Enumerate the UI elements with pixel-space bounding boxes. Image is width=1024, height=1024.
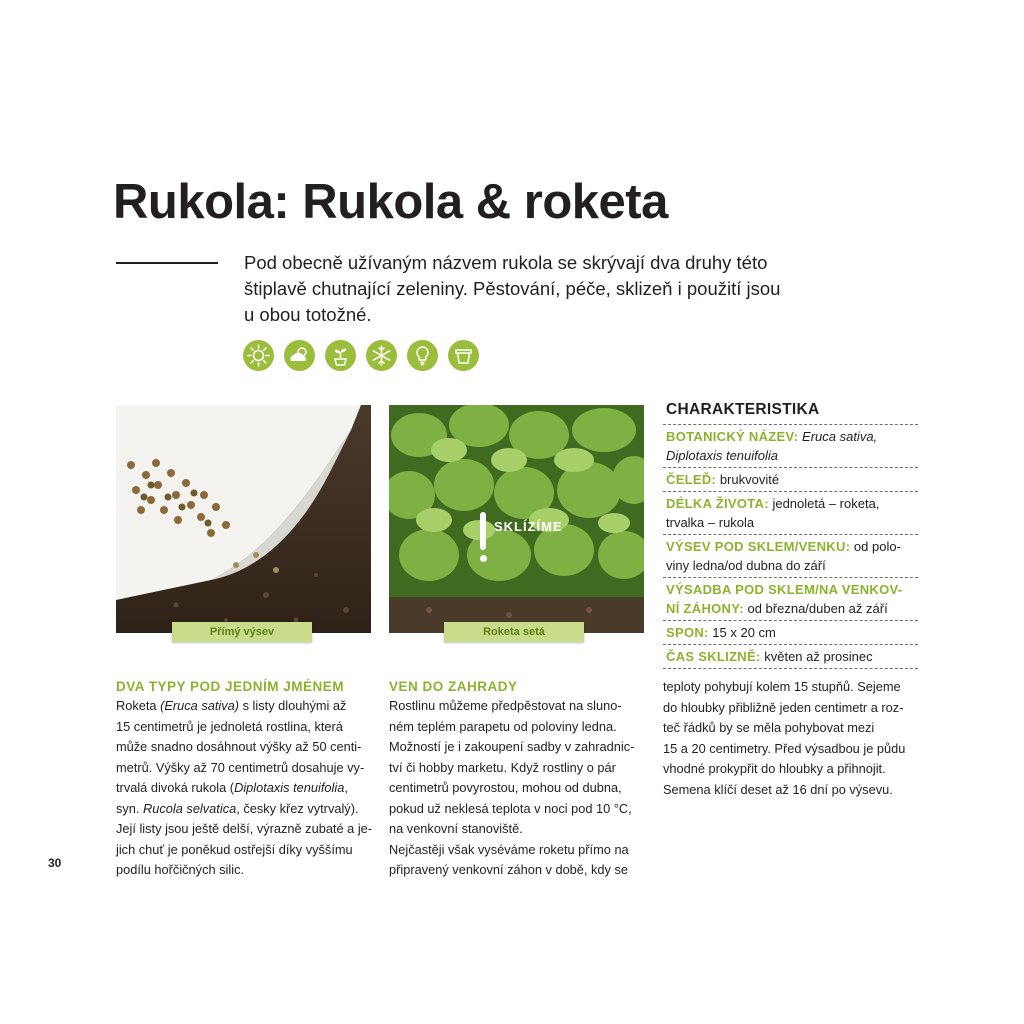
char-label: VÝSEV POD SKLEM/VENKU: [666, 539, 851, 554]
body-line: podílu hořčičných silic. [116, 862, 245, 877]
char-label: ČAS SKLIZNĚ: [666, 649, 761, 664]
body-line: syn. Rucola selvatica, česky křez vytrvalý). [116, 800, 359, 816]
char-value: viny ledna/od dubna do září [666, 558, 826, 573]
intro-line: u obou totožné. [244, 304, 372, 325]
lightbulb-icon [407, 340, 438, 371]
body-line: může snadno dosáhnout výšky až 50 centi- [116, 739, 362, 754]
char-label: BOTANICKÝ NÁZEV: [666, 429, 799, 444]
char-row [663, 424, 918, 467]
intro-line: štiplavě chutnající zeleniny. Pěstování, péče, sklizeň i použití jsou [244, 278, 781, 299]
char-value: jednoletá – roketa, [768, 496, 880, 511]
page-number: 30 [48, 856, 62, 870]
column-garden [389, 677, 649, 881]
char-row [663, 534, 918, 577]
char-value: brukvovité [716, 472, 780, 487]
body-line: vhodné prokypřit do hloubky a přihnojit. [663, 761, 886, 776]
photo-caption: Přímý výsev [172, 622, 312, 642]
sun-cloud-icon [284, 340, 315, 371]
section-heading: VEN DO ZAHRADY [389, 679, 518, 694]
body-line: do hloubky přibližně jeden centimetr a roz- [663, 699, 904, 715]
char-label: DÉLKA ŽIVOTA: [666, 496, 769, 511]
body-line: pokud už neklesá teplota v noci pod 10 °C, [389, 800, 632, 816]
char-value: od března/duben až září [743, 601, 888, 616]
body-line: teploty pohybují kolem 15 stupňů. Sejeme [663, 679, 901, 694]
body-line: Roketa (Eruca sativa) s listy dlouhými až [116, 698, 347, 713]
characteristics-box [663, 400, 918, 669]
char-row [663, 644, 918, 669]
char-value: od polo- [850, 539, 901, 554]
intro-text [244, 250, 804, 328]
char-label: SPON: [666, 625, 709, 640]
char-row [663, 467, 918, 491]
body-line: centimetrů povyrostou, mohou od dubna, [389, 780, 622, 795]
body-line: tví či hobby marketu. Když rostliny o pár [389, 759, 616, 775]
body-line: jich chuť je poněkud ostřejší díky vyššímu [116, 841, 353, 857]
body-line: Možností je i zakoupení sadby v zahradnic- [389, 739, 635, 754]
title-rule [116, 262, 218, 264]
snowflake-icon [366, 340, 397, 371]
body-line: Semena klíčí deset až 16 dní po výsevu. [663, 781, 893, 797]
char-value: květen až prosinec [760, 649, 873, 664]
care-icons [243, 340, 479, 371]
harvest-marker [479, 512, 487, 564]
body-line: metrů. Výšky až 70 centimetrů dosahuje vy- [116, 759, 365, 775]
char-label: VÝSADBA POD SKLEM/NA VENKOV- [666, 582, 903, 597]
page-title: Rukola: Rukola & roketa [113, 175, 668, 229]
body-line: ném teplém parapetu od poloviny ledna. [389, 718, 617, 734]
char-row [663, 491, 918, 534]
characteristics-heading: CHARAKTERISTIKA [666, 401, 820, 418]
seed-photo [116, 405, 371, 633]
body-line: Rostlinu můžeme předpěstovat na sluno- [389, 698, 622, 713]
intro-line: Pod obecně užívaným názvem rukola se skrývají dva druhy této [244, 252, 768, 273]
char-value: Eruca sativa, [798, 429, 878, 444]
body-line: na venkovní stanoviště. [389, 821, 523, 836]
column-continued [663, 677, 923, 800]
body-line: teč řádků by se měla pohybovat mezi [663, 720, 875, 735]
char-value: 15 x 20 cm [708, 625, 776, 640]
section-heading: DVA TYPY POD JEDNÍM JMÉNEM [116, 679, 345, 694]
char-row [663, 620, 918, 644]
body-line: připravený venkovní záhon v době, kdy se [389, 862, 629, 877]
body-line: Její listy jsou ještě delší, výrazně zubaté a je- [116, 821, 373, 836]
flowerpot-icon [448, 340, 479, 371]
body-line: Nejčastěji však vyséváme roketu přímo na [389, 841, 629, 857]
photo-caption: Roketa setá [444, 622, 584, 642]
sun-icon [243, 340, 274, 371]
body-line: trvalá divoká rukola (Diplotaxis tenuifolia, [116, 780, 348, 795]
harvest-label: SKLÍZÍME [494, 519, 563, 534]
char-row [663, 577, 918, 620]
char-label: ČELEĎ: [666, 472, 717, 487]
seedling-icon [325, 340, 356, 371]
body-line: 15 centimetrů je jednoletá rostlina, která [116, 718, 343, 734]
column-two-types [116, 677, 376, 881]
char-label: NÍ ZÁHONY: [666, 601, 744, 616]
char-value: Diplotaxis tenuifolia [666, 448, 779, 463]
body-line: 15 a 20 centimetry. Před výsadbou je půdu [663, 740, 906, 756]
char-value: trvalka – rukola [666, 515, 755, 530]
